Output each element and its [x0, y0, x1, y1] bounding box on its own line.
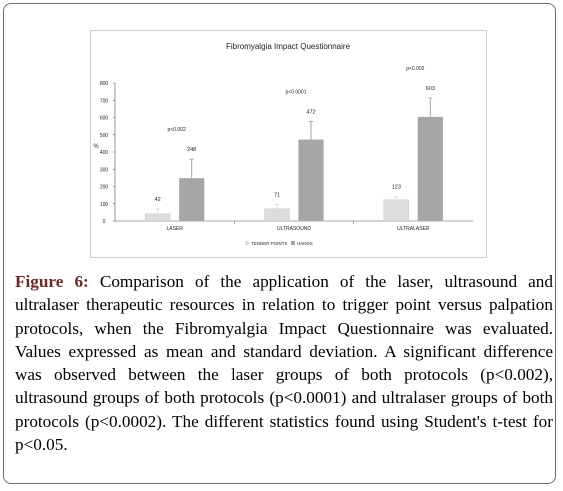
bar-hands	[179, 178, 204, 221]
y-tick-label: 700	[99, 98, 109, 105]
y-tick-label: 500	[99, 132, 109, 139]
figure-frame	[3, 3, 556, 484]
legend-swatch	[291, 241, 295, 245]
y-tick-label: 400	[99, 150, 109, 156]
legend-label: TENDER POINTS	[251, 241, 288, 246]
y-tick-label: 100	[99, 201, 109, 208]
figure-caption	[15, 270, 553, 456]
p-value-annotation: p<0.002	[167, 127, 186, 134]
bar-hands	[299, 140, 324, 221]
legend-label: HANDS	[297, 241, 313, 246]
p-value-annotation: p<0.0001	[285, 89, 307, 96]
bar-tender-points	[384, 200, 409, 221]
data-label: 123	[391, 184, 401, 191]
bar-tender-points	[265, 209, 290, 221]
figure-label: Figure 6:	[15, 272, 89, 291]
x-tick-label: ULTRASOUND	[276, 226, 312, 232]
chart-panel	[90, 30, 487, 258]
bar-chart	[91, 31, 486, 257]
legend-swatch	[245, 241, 249, 245]
data-label: 472	[306, 109, 316, 116]
data-label: 248	[187, 147, 197, 154]
y-tick-label: 800	[99, 81, 109, 87]
x-tick-label: LASER	[166, 226, 183, 232]
chart-title: Fibromyalgia Impact Questionnaire	[225, 42, 351, 51]
y-tick-label: 200	[99, 184, 109, 191]
caption-text: Comparison of the application of the laser, ultrasound and ultralaser therapeutic resources in relation to trigger point versus palpation protocols, when the Fibromyalgia Impact Questionnaire was evaluated. Values expressed as mean and standard deviation. A significant difference was observed between the laser groups of both protocols (p<0.002), ultrasound groups of both protocols (p<0.0001) and ultralaser groups of both protocols (p<0.0002). The different statistics found using Student's t-test for p<0.05.	[15, 272, 553, 455]
x-tick-label: ULTRALASER	[397, 226, 430, 232]
bar-hands	[418, 117, 443, 221]
y-tick-label: 300	[99, 167, 109, 174]
data-label: 603	[425, 86, 435, 93]
y-tick-label: 0	[102, 219, 106, 225]
data-label: 42	[154, 196, 161, 203]
p-value-annotation: p<0.002	[406, 66, 425, 73]
y-axis-label: %	[93, 144, 99, 150]
bar-tender-points	[145, 214, 170, 221]
y-tick-label: 600	[99, 115, 109, 122]
data-label: 71	[273, 192, 281, 199]
